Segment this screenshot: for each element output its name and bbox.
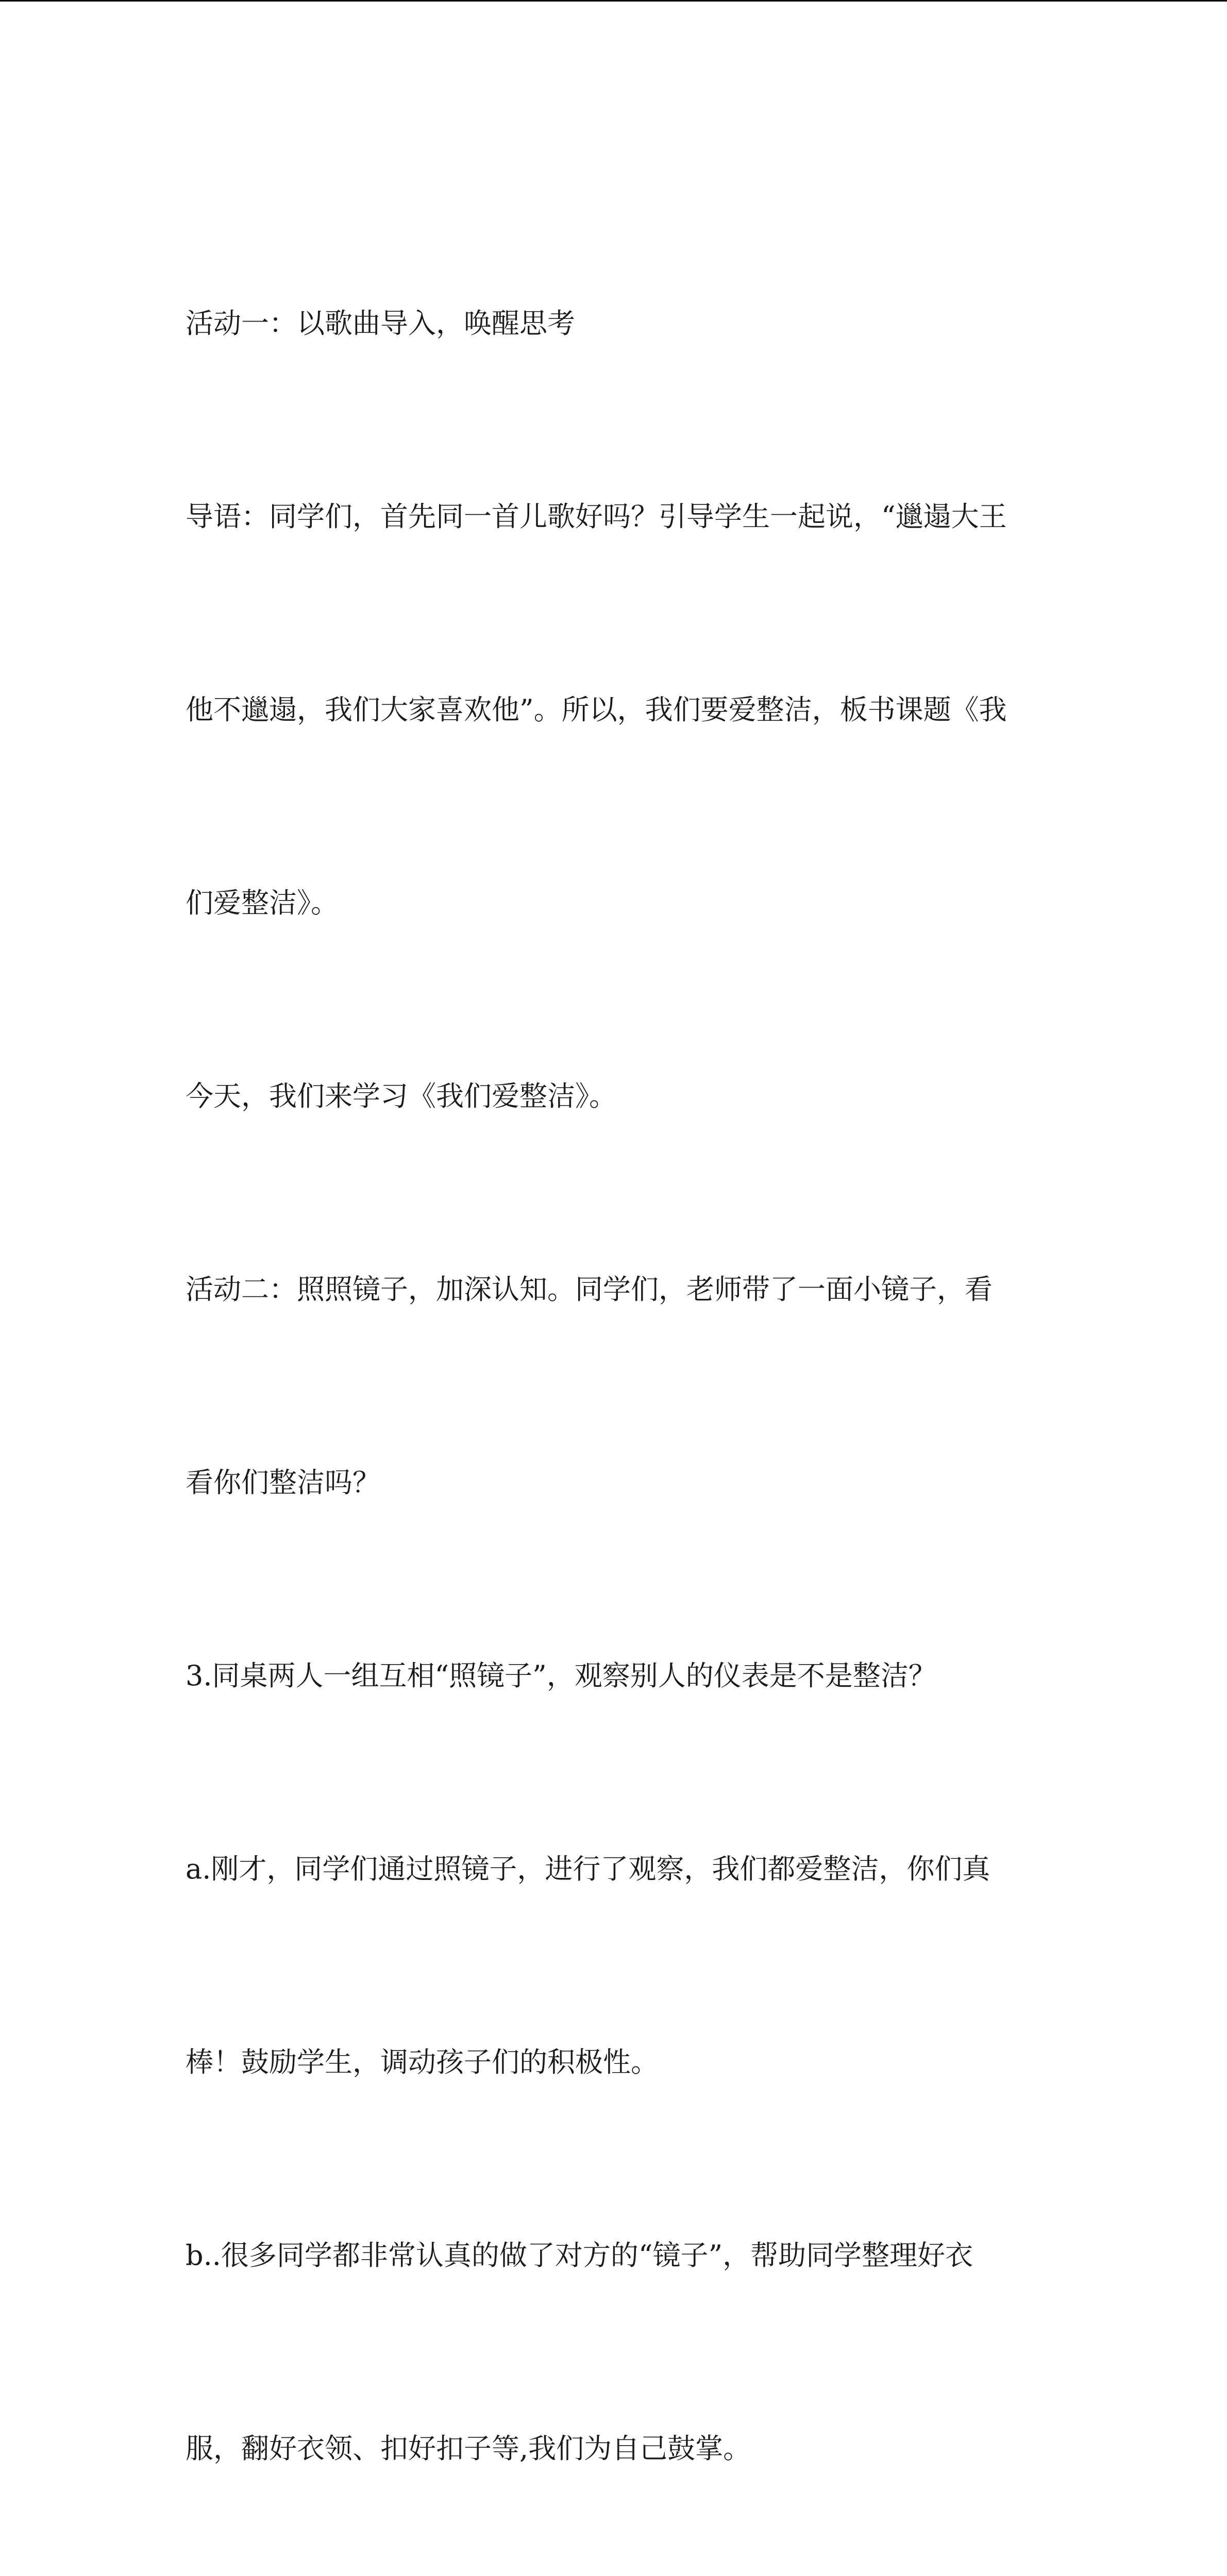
- text-line: 他不邋遢，我们大家喜欢他”。所以，我们要爱整洁，板书课题《我: [186, 693, 1007, 726]
- text-line: 看你们整洁吗？: [186, 1466, 380, 1499]
- text-line: 们爱整洁》。: [186, 887, 339, 919]
- text-line: a.刚才，同学们通过照镜子，进行了观察，我们都爱整洁，你们真: [186, 1853, 990, 1885]
- text-line: 今天，我们来学习《我们爱整洁》。: [186, 1080, 617, 1112]
- text-line: b..很多同学都非常认真的做了对方的“镜子”，帮助同学整理好衣: [186, 2239, 973, 2272]
- document-body: [186, 162, 1041, 2576]
- text-line: 3.同桌两人一组互相“照镜子”，观察别人的仪表是不是整洁？: [186, 1659, 936, 1692]
- text-line: 活动一：以歌曲导入，唤醒思考: [186, 307, 575, 340]
- text-line: 活动二：照照镜子，加深认知。同学们，老师带了一面小镜子，看: [186, 1273, 993, 1306]
- text-line: 导语：同学们，首先同一首儿歌好吗？引导学生一起说，“邋遢大王: [186, 500, 1007, 533]
- text-line: 服，翻好衣领、扣好扣子等,我们为自己鼓掌。: [186, 2432, 751, 2465]
- text-line: 棒！鼓励学生，调动孩子们的积极性。: [186, 2046, 659, 2078]
